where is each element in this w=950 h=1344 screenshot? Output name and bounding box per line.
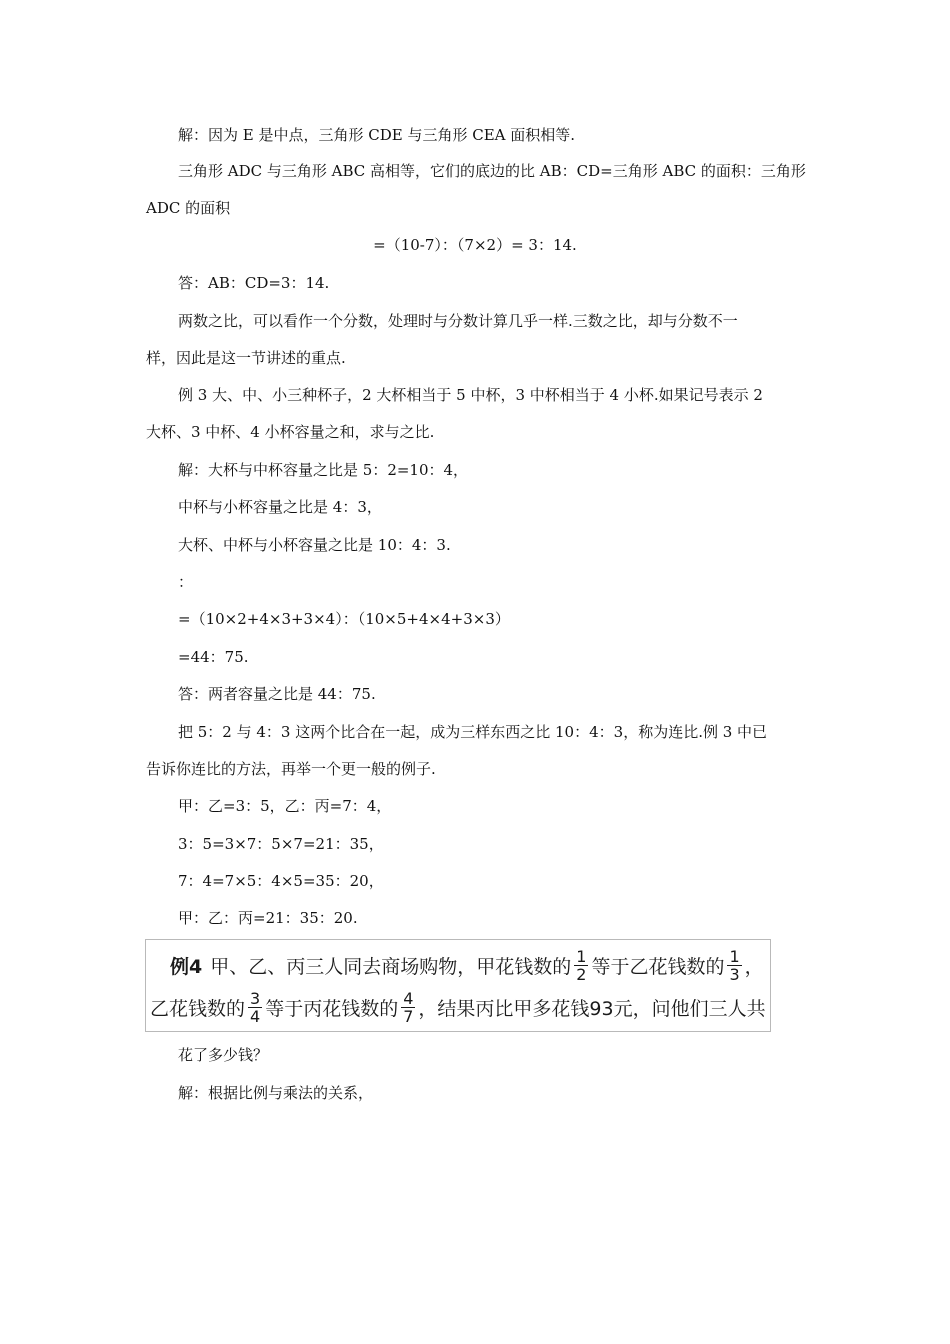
fraction-denominator: 2 <box>576 964 587 984</box>
fraction-one-half <box>574 948 588 983</box>
paragraph-line-3: ADC 的面积 <box>146 199 231 217</box>
example3-line-2: 大杯、3 中杯、4 小杯容量之和，求与之比. <box>146 423 435 441</box>
fraction-numerator: 3 <box>250 988 261 1008</box>
fraction-four-sevenths <box>401 990 415 1025</box>
ratio-line-19: 甲：乙=3：5，乙：丙=7：4， <box>178 797 392 815</box>
example3-line-1: 例 3 大、中、小三种杯子，2 大杯相当于 5 中杯，3 中杯相当于 4 小杯.如果记号表示 2 <box>178 386 763 404</box>
ratio-line-21: 7：4=7×5：4×5=35：20， <box>178 872 384 890</box>
fraction-denominator: 3 <box>729 964 740 984</box>
ratio-line-22: 甲：乙：丙=21：35：20. <box>178 909 358 927</box>
example4-label: 例4 <box>170 955 203 978</box>
solution-line-1: 解：因为 E 是中点，三角形 CDE 与三角形 CEA 面积相等. <box>178 126 576 144</box>
equation-line: =（10-7）：（7×2）= 3：14. <box>373 236 577 254</box>
ratio-colon-line: ： <box>178 573 194 591</box>
ratio-line-20: 3：5=3×7：5×7=21：35， <box>178 835 384 853</box>
calculation-line: =（10×2+4×3+3×4）：（10×5+4×4+3×3） <box>178 610 510 628</box>
paragraph-line-2: 三角形 ADC 与三角形 ABC 高相等，它们的底边的比 AB：CD=三角形 ABC 的面积：三角形 <box>178 162 806 180</box>
question-continuation: 花了多少钱？ <box>178 1046 269 1064</box>
fraction-denominator: 4 <box>250 1006 261 1026</box>
solution-line-11: 中杯与小杯容量之比是 4：3， <box>178 498 382 516</box>
example4-text-1c: ， <box>744 955 764 978</box>
fraction-one-third <box>727 948 741 983</box>
example4-row-1 <box>170 944 764 986</box>
fraction-numerator: 4 <box>403 988 414 1008</box>
example4-text-1a: 甲、乙、丙三人同去商场购物，甲花钱数的 <box>210 955 572 978</box>
answer-line-1: 答：AB：CD=3：14. <box>178 274 330 292</box>
fraction-three-quarters <box>248 990 262 1025</box>
example4-image-box <box>145 939 771 1032</box>
solution-line-10: 解：大杯与中杯容量之比是 5：2=10：4， <box>178 461 469 479</box>
fraction-numerator: 1 <box>729 946 740 966</box>
fraction-numerator: 1 <box>576 946 587 966</box>
paragraph-line-17: 把 5：2 与 4：3 这两个比合在一起，成为三样东西之比 10：4：3，称为连比.例 3 中已 <box>178 723 768 741</box>
solution-line-12: 大杯、中杯与小杯容量之比是 10：4：3. <box>178 536 451 554</box>
solution-line-24: 解：根据比例与乘法的关系， <box>178 1084 374 1102</box>
example4-text-2c: ，结果丙比甲多花钱93元，问他们三人共 <box>418 997 766 1020</box>
paragraph-line-18: 告诉你连比的方法，再举一个更一般的例子. <box>146 760 436 778</box>
example4-text-1b: 等于乙花钱数的 <box>591 955 725 978</box>
fraction-denominator: 7 <box>403 1006 414 1026</box>
answer-line-2: 答：两者容量之比是 44：75. <box>178 685 376 703</box>
result-line: =44：75. <box>178 648 249 666</box>
example4-row-2 <box>150 986 766 1028</box>
example4-text-2b: 等于丙花钱数的 <box>265 997 399 1020</box>
paragraph-line-7: 样，因此是这一节讲述的重点. <box>146 349 346 367</box>
paragraph-line-6: 两数之比，可以看作一个分数，处理时与分数计算几乎一样.三数之比，却与分数不一 <box>178 312 738 330</box>
example4-text-2a: 乙花钱数的 <box>150 997 246 1020</box>
